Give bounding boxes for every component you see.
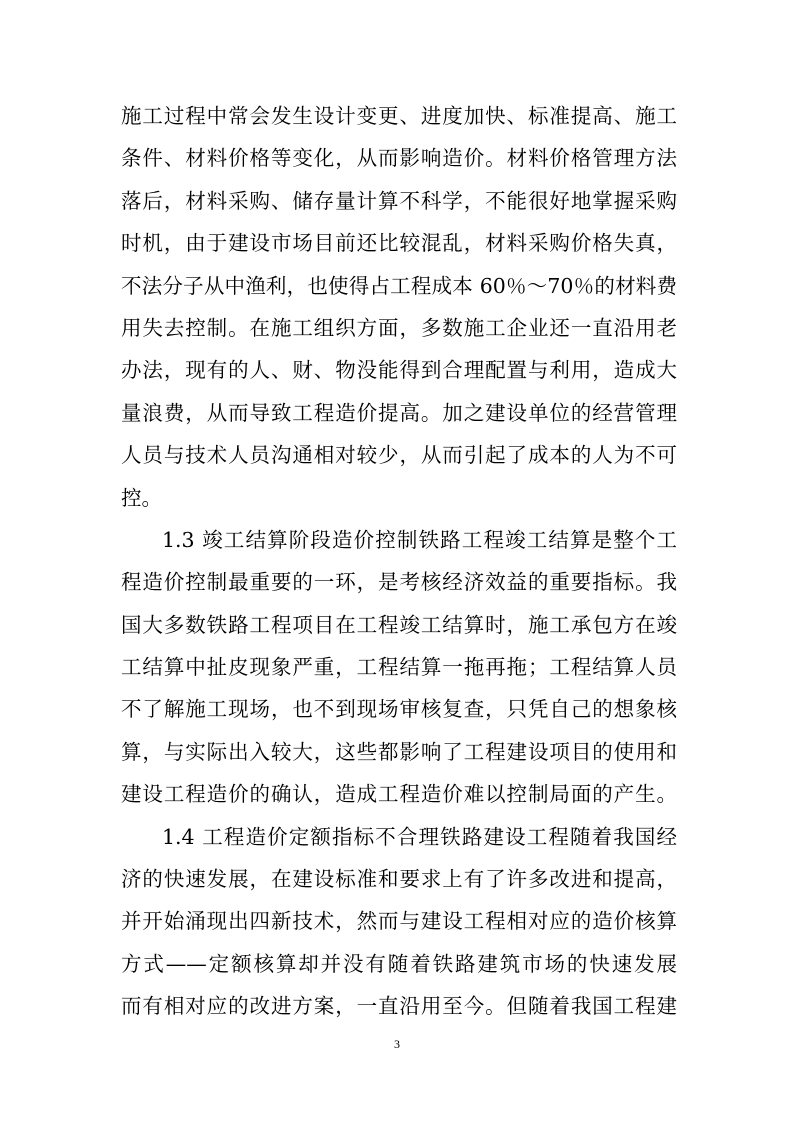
text-line: 并开始涌现出四新技术，然而与建设工程相对应的造价核算	[121, 909, 677, 934]
document-body	[121, 95, 677, 1028]
paragraph	[121, 95, 677, 519]
text-line: 建设工程造价的确认，造成工程造价难以控制局面的产生。	[121, 782, 677, 807]
page-number: 3	[394, 1037, 400, 1051]
text-line: 而有相对应的改进方案，一直沿用至今。但随着我国工程建	[121, 994, 677, 1019]
text-line: 不了解施工现场，也不到现场审核复查，只凭自己的想象核	[121, 697, 677, 722]
text-line: 程造价控制最重要的一环，是考核经济效益的重要指标。我	[121, 570, 677, 595]
text-line: 不法分子从中渔利，也使得占工程成本 60％～70％的材料费	[121, 273, 677, 298]
text-line: 条件、材料价格等变化，从而影响造价。材料价格管理方法	[121, 146, 677, 171]
text-line: 工结算中扯皮现象严重，工程结算一拖再拖；工程结算人员	[121, 655, 677, 680]
text-line: 1.3 竣工结算阶段造价控制铁路工程竣工结算是整个工	[162, 527, 677, 552]
text-line: 济的快速发展，在建设标准和要求上有了许多改进和提高，	[121, 867, 677, 892]
text-line: 施工过程中常会发生设计变更、进度加快、标准提高、施工	[121, 104, 677, 128]
paragraph	[121, 816, 677, 1028]
text-line: 国大多数铁路工程项目在工程竣工结算时，施工承包方在竣	[121, 612, 677, 637]
text-line: 用失去控制。在施工组织方面，多数施工企业还一直沿用老	[121, 315, 677, 340]
text-line: 时机，由于建设市场目前还比较混乱，材料采购价格失真，	[121, 231, 677, 256]
paragraph	[121, 519, 677, 816]
text-line: 人员与技术人员沟通相对较少，从而引起了成本的人为不可	[121, 443, 677, 468]
text-line: 方式——定额核算却并没有随着铁路建筑市场的快速发展	[121, 951, 677, 976]
text-line: 落后，材料采购、储存量计算不科学，不能很好地掌握采购	[121, 188, 677, 213]
text-line: 办法，现有的人、财、物没能得到合理配置与利用，造成大	[121, 358, 677, 383]
text-line: 量浪费，从而导致工程造价提高。加之建设单位的经营管理	[121, 400, 677, 425]
text-line: 1.4 工程造价定额指标不合理铁路建设工程随着我国经	[162, 824, 677, 849]
text-line: 算，与实际出入较大，这些都影响了工程建设项目的使用和	[121, 739, 677, 764]
text-line: 控。	[121, 485, 162, 510]
